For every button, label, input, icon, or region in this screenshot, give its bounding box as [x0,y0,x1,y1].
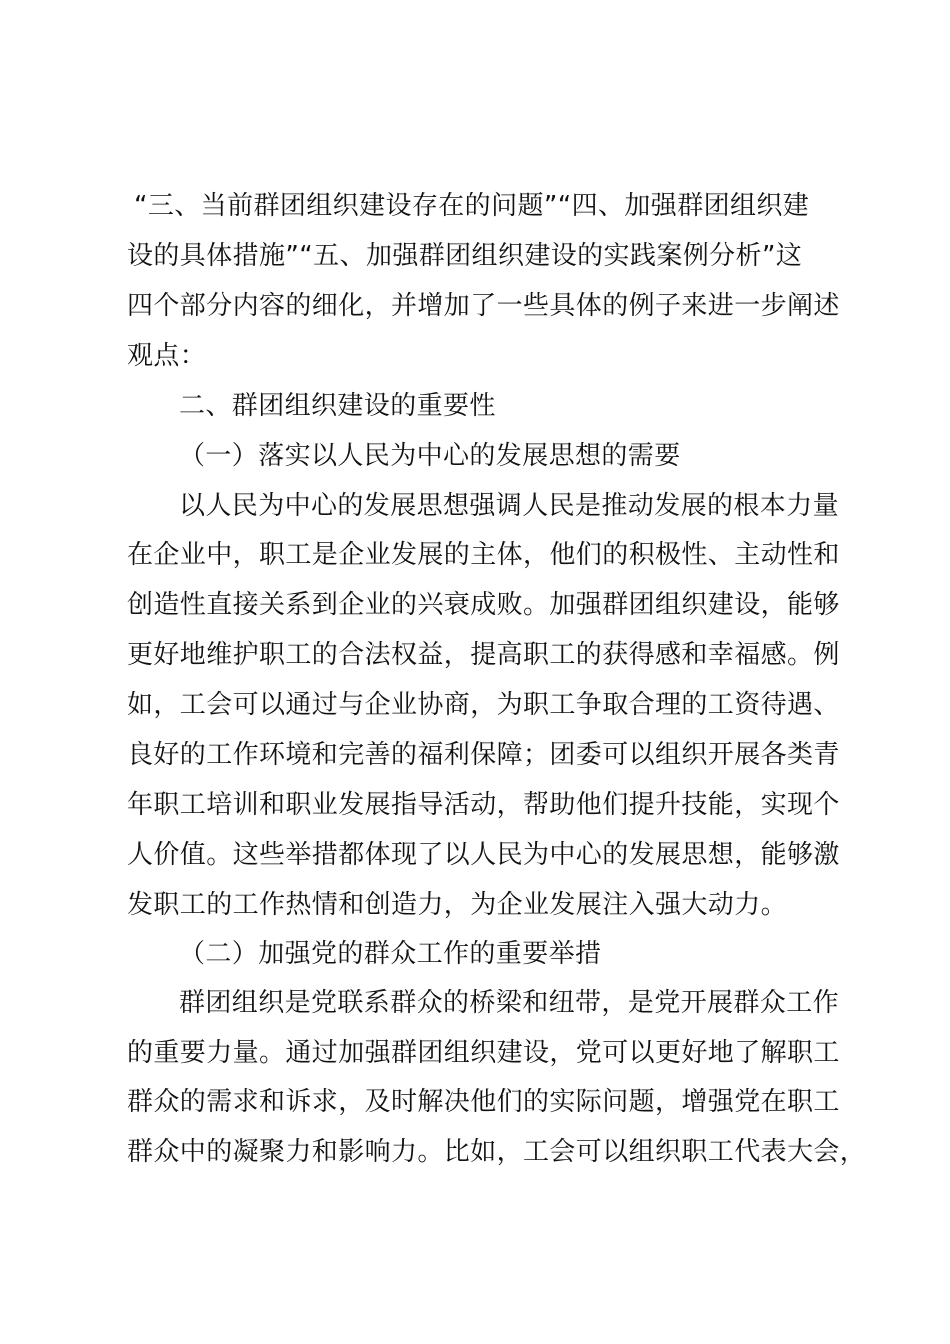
body-text-line: 观点： [127,341,207,371]
subsection-heading: （二）加强党的群众工作的重要举措 [179,939,602,969]
body-text-line: 良好的工作环境和完善的福利保障；团委可以组织开展各类青 [127,740,840,770]
paragraph-first-line: 以人民为中心的发展思想强调人民是推动发展的根本力量 [179,491,840,521]
body-text-line: 人价值。这些举措都体现了以人民为中心的发展思想，能够激 [127,840,840,870]
body-text-line: 群众的需求和诉求，及时解决他们的实际问题，增强党在职工 [127,1087,840,1117]
body-text-line: 的重要力量。通过加强群团组织建设，党可以更好地了解职工 [127,1038,840,1068]
subsection-heading: （一）落实以人民为中心的发展思想的需要 [179,441,681,471]
body-text-line: 创造性直接关系到企业的兴衰成败。加强群团组织建设，能够 [127,590,840,620]
body-text-line: 如，工会可以通过与企业协商，为职工争取合理的工资待遇、 [127,690,840,720]
body-text-line: 在企业中，职工是企业发展的主体，他们的积极性、主动性和 [127,540,840,570]
body-text-line: 年职工培训和职业发展指导活动，帮助他们提升技能，实现个 [127,790,840,820]
section-heading: 二、群团组织建设的重要性 [179,391,496,421]
body-text-line: 群众中的凝聚力和影响力。比如，工会可以组织职工代表大会， [127,1137,867,1167]
body-text-line: 发职工的工作热情和创造力，为企业发展注入强大动力。 [127,890,788,920]
paragraph-first-line: 群团组织是党联系群众的桥梁和纽带，是党开展群众工作 [179,988,840,1018]
body-text-line: 设的具体措施”“五、加强群团组织建设的实践案例分析”这 [127,241,803,271]
body-text-line: 四个部分内容的细化，并增加了一些具体的例子来进一步阐述 [127,291,840,321]
body-text-line: “三、当前群团组织建设存在的问题”“四、加强群团组织建 [134,191,810,221]
body-text-line: 更好地维护职工的合法权益，提高职工的获得感和幸福感。例 [127,640,840,670]
